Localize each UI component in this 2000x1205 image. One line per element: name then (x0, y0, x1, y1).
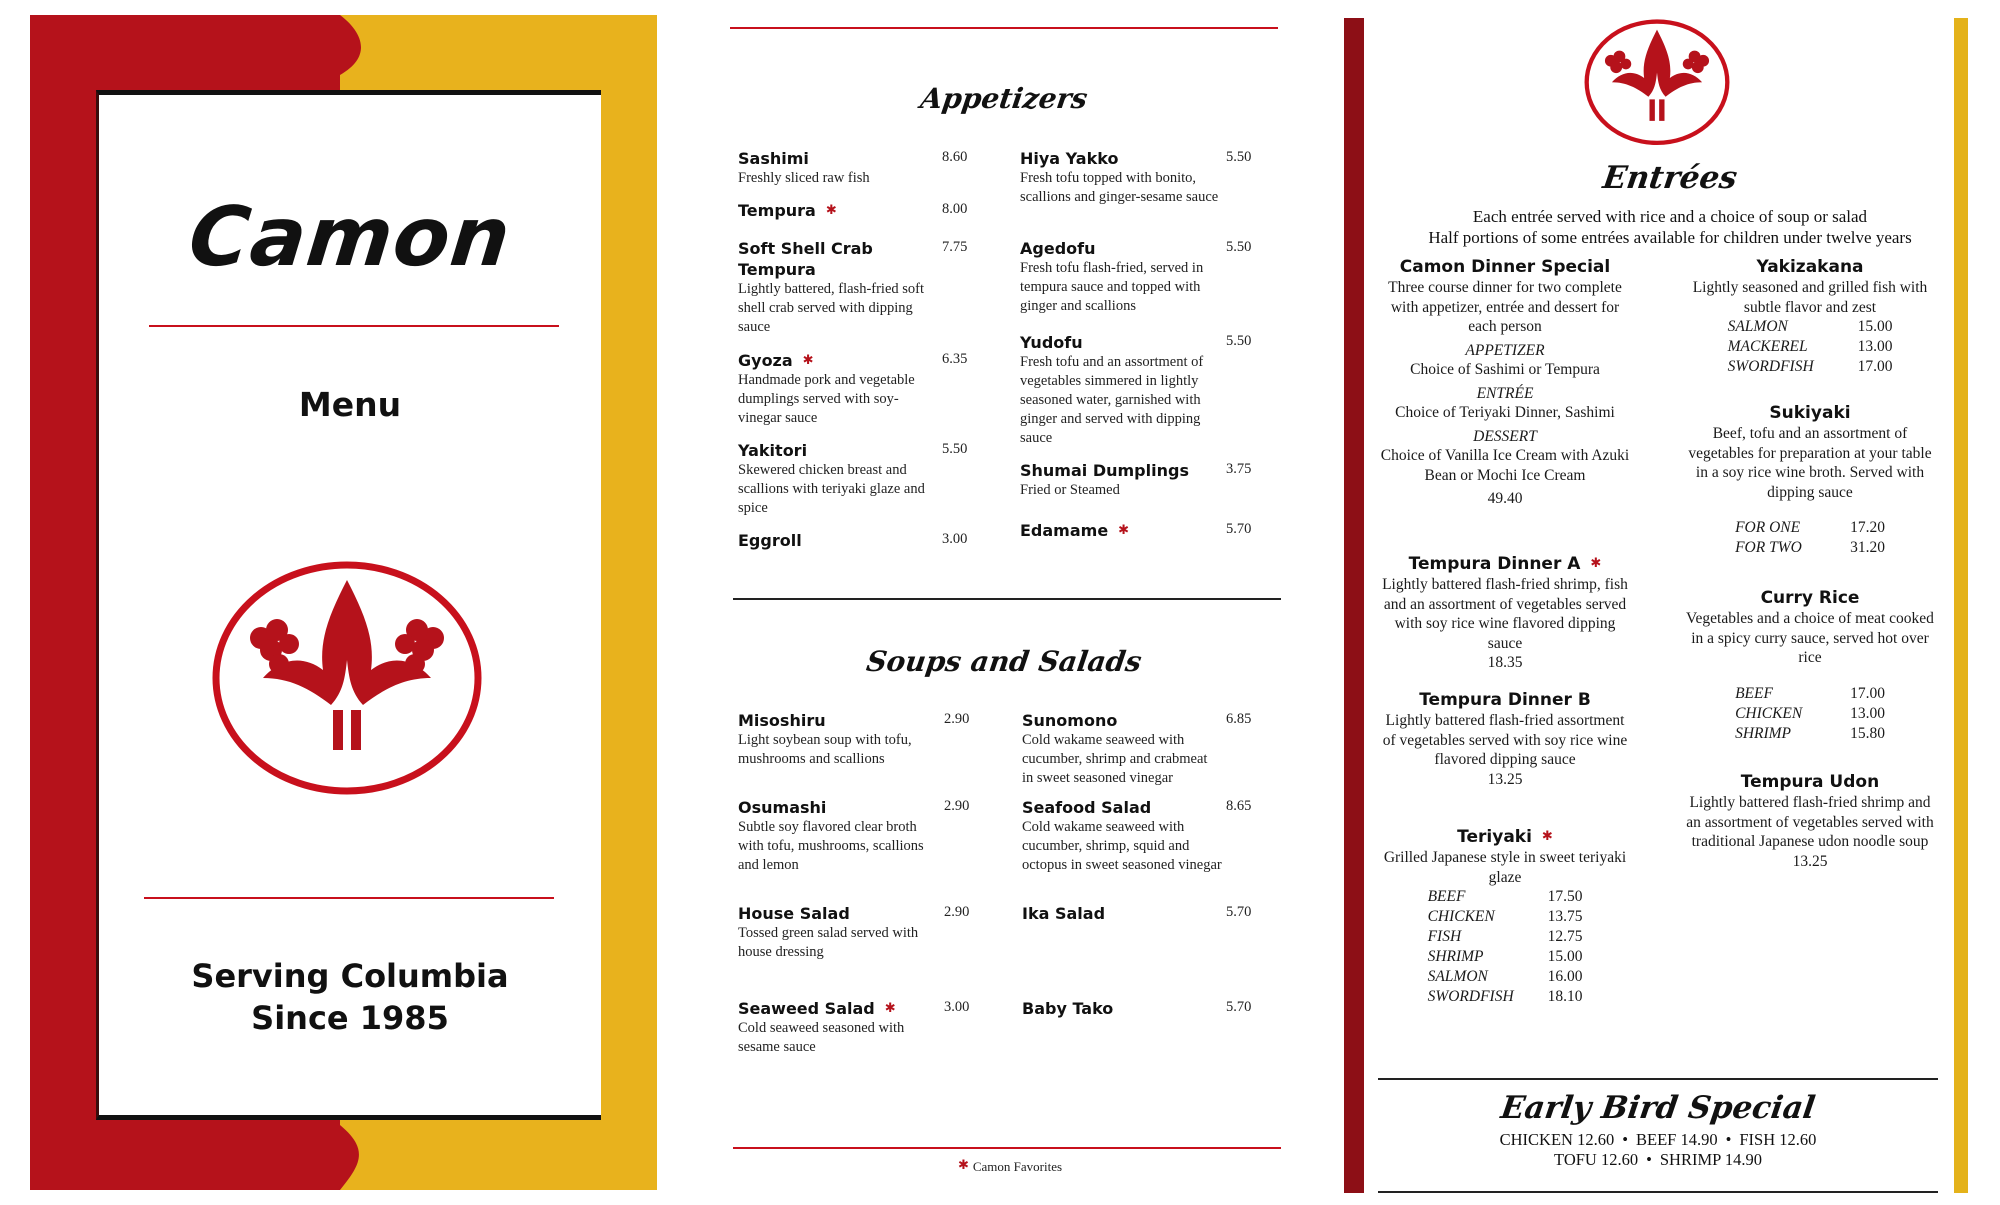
option-price: 12.75 (1547, 928, 1583, 945)
tempura-dinner-b (1380, 689, 1630, 789)
option-label: FISH (1427, 928, 1462, 945)
menu-item (1022, 998, 1252, 1019)
item-name: Edamame ✱ (1020, 521, 1130, 540)
price-row (1428, 887, 1583, 907)
divider (144, 897, 554, 899)
item-price: 8.00 (942, 201, 968, 217)
course-text: Choice of Teriyaki Dinner, Sashimi (1395, 404, 1615, 421)
divider (149, 325, 559, 327)
early-bird-title: Early Bird Special (1498, 1090, 1818, 1126)
item-price: 5.70 (1226, 999, 1252, 1015)
menu-item (738, 350, 968, 428)
item-description: Cold wakame seaweed with cucumber, shrimp and crabmeat in sweet seasoned vinegar (1022, 732, 1208, 786)
option-label: BEEF (1427, 888, 1466, 905)
cover-card (96, 90, 601, 1120)
item-price: 2.90 (944, 798, 970, 814)
item-description: Handmade pork and vegetable dumplings served with soy-vinegar sauce (738, 372, 915, 426)
option-price: 17.20 (1850, 519, 1885, 536)
item-name: Misoshiru (738, 711, 826, 730)
item-name: Agedofu (1020, 239, 1096, 258)
entrees-intro-1: Each entrée served with rice and a choice of soup or salad (1472, 207, 1868, 226)
divider (733, 1147, 1281, 1149)
item-name: Tempura Udon (1740, 772, 1880, 792)
item-name: Tempura ✱ (738, 201, 837, 220)
menu-item (738, 530, 968, 551)
favorite-star-icon: ✱ (957, 1157, 969, 1172)
option-label: CHICKEN (1427, 908, 1495, 925)
item-name: Eggroll (738, 531, 802, 550)
tempura-dinner-a (1380, 553, 1630, 673)
yakizakana (1685, 256, 1935, 377)
option-label: SHRIMP (1427, 948, 1484, 965)
option-price: 16.00 (1547, 968, 1583, 985)
item-description: Lightly battered flash-fried shrimp and an assortment of vegetables served with traditional Japanese udon noodle soup (1686, 794, 1934, 850)
option-price: 15.00 (1547, 948, 1583, 965)
item-description: Fresh tofu topped with bonito, scallions and ginger-sesame sauce (1020, 170, 1219, 205)
menu-item (1020, 460, 1252, 500)
item-description: Lightly battered, flash-fried soft shell crab served with dipping sauce (738, 281, 925, 335)
item-price: 13.25 (1792, 852, 1828, 870)
item-description: Fresh tofu and an assortment of vegetables simmered in lightly seasoned water, garnished with ginger and served with dipping sauce (1020, 354, 1204, 446)
item-name: Seafood Salad (1022, 798, 1152, 817)
option-price: 15.80 (1850, 724, 1885, 742)
option-label: FOR ONE (1735, 519, 1801, 536)
item-price: 5.50 (1226, 149, 1252, 165)
option-label: SALMON (1727, 318, 1788, 335)
price-row (1428, 907, 1583, 927)
item-description: Tossed green salad served with house dressing (738, 925, 919, 960)
item-price: 5.70 (1226, 904, 1252, 920)
item-name: Yakitori (738, 441, 808, 460)
bullet-icon: • (1725, 1130, 1732, 1149)
menu-item (738, 710, 970, 769)
early-bird-item: FISH 12.60 (1739, 1130, 1817, 1149)
cover-panel (30, 15, 657, 1190)
menu-item (1022, 797, 1252, 875)
option-label: MACKEREL (1727, 338, 1808, 355)
item-name: Teriyaki (1457, 827, 1532, 847)
bullet-icon: • (1646, 1150, 1652, 1169)
entrees-intro-2: Half portions of some entrées available for children under twelve years (1428, 228, 1912, 247)
course-text: Choice of Sashimi or Tempura (1410, 361, 1600, 378)
menu-item (1022, 710, 1252, 788)
course-label: APPETIZER (1465, 341, 1545, 359)
price-table (1735, 684, 1885, 744)
entrees-panel (1340, 0, 2000, 1205)
item-price: 3.00 (942, 531, 968, 547)
item-description: Grilled Japanese style in sweet teriyaki glaze (1383, 849, 1627, 886)
price-table (1428, 887, 1583, 1007)
appetizers-title: Appetizers (918, 82, 1090, 115)
item-description: Fried or Steamed (1020, 482, 1120, 498)
item-price: 8.60 (942, 149, 968, 165)
item-name: Sukiyaki (1769, 403, 1851, 423)
item-name: Sashimi (738, 149, 809, 168)
menu-item (738, 200, 968, 221)
course-label: DESSERT (1473, 427, 1537, 445)
option-price: 17.00 (1850, 684, 1885, 702)
option-label: BEEF (1735, 684, 1773, 702)
option-price: 17.50 (1547, 888, 1583, 905)
item-name: Tempura Dinner B (1419, 690, 1591, 710)
item-price: 5.50 (942, 441, 968, 457)
price-row (1735, 538, 1885, 558)
teriyaki (1380, 826, 1630, 1007)
item-name: Sunomono (1022, 711, 1118, 730)
price-row (1428, 987, 1583, 1007)
item-price: 5.50 (1226, 239, 1252, 255)
item-price: 3.00 (944, 999, 970, 1015)
item-name: Seaweed Salad ✱ (738, 999, 896, 1018)
price-row (1428, 967, 1583, 987)
price-row (1735, 518, 1885, 538)
item-description: Light soybean soup with tofu, mushrooms and scallions (738, 732, 912, 767)
price-row (1728, 337, 1893, 357)
early-bird-special (1378, 1078, 1938, 1193)
menu-item (738, 440, 968, 518)
tagline (99, 955, 601, 1039)
favorites-legend (730, 1157, 1290, 1175)
item-price: 5.50 (1226, 333, 1252, 349)
item-description: Freshly sliced raw fish (738, 170, 870, 186)
restaurant-name: Camon (184, 190, 516, 285)
menu-item (738, 797, 970, 875)
item-description: Lightly battered flash-fried assortment of vegetables served with soy rice wine flavored dipping sauce (1382, 712, 1628, 768)
price-row (1428, 947, 1583, 967)
menu-item (1022, 903, 1252, 924)
favorite-star-icon: ✱ (802, 353, 814, 368)
option-label: CHICKEN (1735, 704, 1803, 722)
menu-item (738, 238, 968, 337)
menu-item (738, 998, 970, 1057)
item-price: 49.40 (1487, 490, 1523, 507)
option-price: 17.00 (1857, 358, 1893, 375)
item-name: Gyoza ✱ (738, 351, 814, 370)
item-description: Subtle soy flavored clear broth with tofu, mushrooms, scallions and lemon (738, 819, 924, 873)
item-name: Soft Shell Crab Tempura (738, 239, 873, 279)
menu-item (1020, 520, 1252, 541)
item-price: 2.90 (944, 904, 970, 920)
price-row (1728, 357, 1893, 377)
option-price: 13.75 (1547, 908, 1583, 925)
item-price: 13.25 (1487, 770, 1523, 788)
item-description: Beef, tofu and an assortment of vegetables for preparation at your table in a soy rice wine broth. Served with dipping sauce (1688, 425, 1932, 501)
favorite-star-icon: ✱ (825, 203, 837, 218)
early-bird-item: SHRIMP 14.90 (1659, 1150, 1762, 1169)
price-row (1735, 724, 1885, 744)
item-name: Ika Salad (1022, 904, 1106, 923)
item-price: 18.35 (1487, 654, 1523, 671)
curry-rice (1685, 587, 1935, 744)
option-label: FOR TWO (1735, 539, 1802, 556)
early-bird-item: TOFU 12.60 (1554, 1150, 1639, 1169)
option-price: 18.10 (1547, 988, 1583, 1005)
item-price: 8.65 (1226, 798, 1252, 814)
item-description: Lightly battered flash-fried shrimp, fish and an assortment of vegetables served with soy rice wine flavored dipping sauce (1382, 576, 1628, 652)
option-label: SALMON (1427, 968, 1488, 985)
item-name: Osumashi (738, 798, 827, 817)
item-name: Curry Rice (1760, 588, 1860, 608)
item-description: Three course dinner for two complete with appetizer, entrée and dessert for each person (1388, 279, 1622, 335)
sukiyaki (1685, 402, 1935, 558)
option-price: 13.00 (1850, 704, 1885, 722)
bullet-icon: • (1622, 1130, 1628, 1149)
favorite-star-icon: ✱ (884, 1001, 896, 1016)
item-description: Skewered chicken breast and scallions with teriyaki glaze and spice (738, 462, 925, 516)
item-description: Cold wakame seaweed with cucumber, shrimp, squid and octopus in sweet seasoned vinegar (1022, 819, 1222, 873)
item-price: 6.85 (1226, 711, 1252, 727)
menu-item (738, 148, 968, 188)
item-description: Fresh tofu flash-fried, served in tempura sauce and topped with ginger and scallions (1020, 260, 1204, 314)
option-price: 13.00 (1857, 338, 1893, 355)
item-name: Tempura Dinner A (1408, 554, 1581, 574)
menu-item (738, 903, 970, 962)
course-label: ENTRÉE (1476, 384, 1534, 402)
price-row (1428, 927, 1583, 947)
option-label: SWORDFISH (1727, 358, 1814, 375)
item-price: 6.35 (942, 351, 968, 367)
item-price: 7.75 (942, 239, 968, 255)
divider (733, 598, 1281, 600)
course-text: Choice of Vanilla Ice Cream with Azuki Bean or Mochi Ice Cream (1380, 447, 1630, 484)
favorite-star-icon: ✱ (1590, 556, 1602, 571)
item-description: Lightly seasoned and grilled fish with subtle flavor and zest (1692, 279, 1928, 316)
tagline-line1: Serving Columbia (191, 957, 509, 995)
price-table (1728, 317, 1893, 377)
menu-item (1020, 238, 1252, 316)
camon-dinner-special (1380, 256, 1630, 509)
appetizers-soups-panel (730, 0, 1290, 1205)
soups-salads-title: Soups and Salads (864, 645, 1144, 678)
early-bird-item: BEEF 14.90 (1635, 1130, 1718, 1149)
option-price: 15.00 (1857, 318, 1893, 335)
item-price: 3.75 (1226, 461, 1252, 477)
item-name: House Salad (738, 904, 850, 923)
item-name: Yakizakana (1756, 257, 1864, 277)
camon-crest-logo (211, 560, 483, 797)
option-label: SWORDFISH (1427, 988, 1514, 1005)
favorite-star-icon: ✱ (1541, 829, 1553, 844)
price-table (1735, 518, 1885, 558)
tempura-udon (1685, 771, 1935, 871)
item-description: Vegetables and a choice of meat cooked in a spicy curry sauce, served hot over rice (1686, 610, 1934, 666)
price-row (1728, 317, 1893, 337)
item-price: 2.90 (944, 711, 970, 727)
divider (730, 27, 1278, 29)
option-price: 31.20 (1850, 539, 1885, 556)
favorite-star-icon: ✱ (1118, 523, 1130, 538)
legend-label: Camon Favorites (972, 1159, 1063, 1174)
early-bird-item: CHICKEN 12.60 (1499, 1130, 1615, 1149)
menu-item (1020, 332, 1252, 448)
price-row (1735, 704, 1885, 724)
item-name: Camon Dinner Special (1399, 257, 1611, 277)
camon-crest-logo (1584, 15, 1730, 150)
price-row (1735, 684, 1885, 704)
option-label: SHRIMP (1735, 724, 1792, 742)
item-name: Yudofu (1020, 333, 1083, 352)
menu-item (1020, 148, 1252, 207)
entrees-title: Entrées (1600, 160, 1740, 196)
item-name: Baby Tako (1022, 999, 1114, 1018)
item-name: Shumai Dumplings (1020, 461, 1189, 480)
menu-label: Menu (298, 385, 402, 424)
item-name: Hiya Yakko (1020, 149, 1119, 168)
item-description: Cold seaweed seasoned with sesame sauce (738, 1020, 905, 1055)
tagline-line2: Since 1985 (251, 999, 449, 1037)
item-price: 5.70 (1226, 521, 1252, 537)
